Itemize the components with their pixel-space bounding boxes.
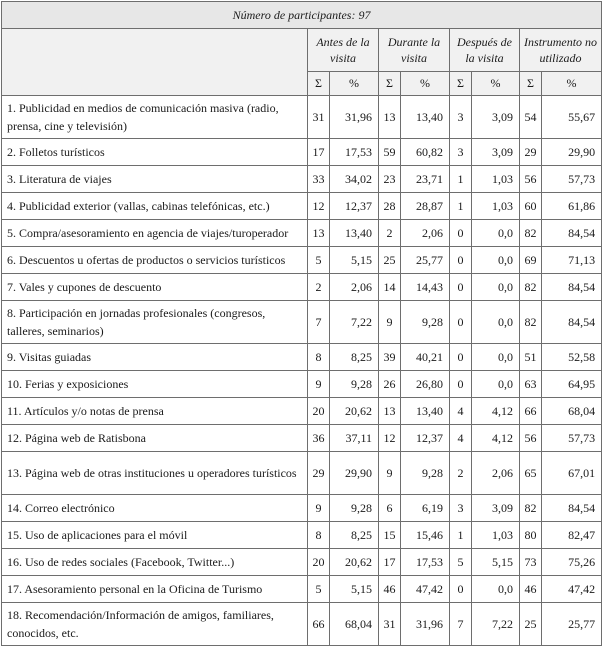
count-cell: 73 xyxy=(520,549,542,576)
percent-cell: 25,77 xyxy=(542,603,602,646)
count-cell: 82 xyxy=(520,220,542,247)
percent-cell: 20,62 xyxy=(330,549,379,576)
count-cell: 65 xyxy=(520,452,542,495)
row-label: 12. Página web de Ratisbona xyxy=(2,425,308,452)
count-cell: 7 xyxy=(308,301,330,344)
count-cell: 7 xyxy=(450,603,472,646)
percent-cell: 9,28 xyxy=(330,371,379,398)
count-cell: 29 xyxy=(308,452,330,495)
count-cell: 0 xyxy=(450,301,472,344)
count-cell: 1 xyxy=(450,166,472,193)
percent-cell: 14,43 xyxy=(401,274,450,301)
count-cell: 12 xyxy=(308,193,330,220)
row-label: 8. Participación en jornadas profesionales (congresos, talleres, seminarios) xyxy=(2,301,308,344)
percent-cell: 0,0 xyxy=(472,301,520,344)
sub-header-percent: % xyxy=(401,72,450,96)
participants-table xyxy=(1,1,602,646)
row-label: 16. Uso de redes sociales (Facebook, Twitter...) xyxy=(2,549,308,576)
table-body xyxy=(2,96,602,646)
count-cell: 56 xyxy=(520,166,542,193)
blank-header-cell xyxy=(2,29,308,96)
percent-cell: 64,95 xyxy=(542,371,602,398)
percent-cell: 84,54 xyxy=(542,495,602,522)
count-cell: 13 xyxy=(308,220,330,247)
count-cell: 80 xyxy=(520,522,542,549)
percent-cell: 47,42 xyxy=(542,576,602,603)
count-cell: 3 xyxy=(450,139,472,166)
table-row xyxy=(2,220,602,247)
table-row xyxy=(2,371,602,398)
count-cell: 23 xyxy=(379,166,401,193)
row-label: 17. Asesoramiento personal en la Oficina de Turismo xyxy=(2,576,308,603)
percent-cell: 3,09 xyxy=(472,495,520,522)
percent-cell: 52,58 xyxy=(542,344,602,371)
count-cell: 5 xyxy=(308,576,330,603)
percent-cell: 3,09 xyxy=(472,96,520,139)
count-cell: 28 xyxy=(379,193,401,220)
table-row xyxy=(2,193,602,220)
row-label: 15. Uso de aplicaciones para el móvil xyxy=(2,522,308,549)
count-cell: 9 xyxy=(379,452,401,495)
percent-cell: 84,54 xyxy=(542,274,602,301)
count-cell: 17 xyxy=(308,139,330,166)
count-cell: 8 xyxy=(308,522,330,549)
sub-header-count: Σ xyxy=(520,72,542,96)
row-label: 1. Publicidad en medios de comunicación masiva (radio, prensa, cine y televisión) xyxy=(2,96,308,139)
count-cell: 54 xyxy=(520,96,542,139)
percent-cell: 12,37 xyxy=(330,193,379,220)
percent-cell: 55,67 xyxy=(542,96,602,139)
count-cell: 0 xyxy=(450,371,472,398)
percent-cell: 17,53 xyxy=(330,139,379,166)
row-label: 18. Recomendación/Información de amigos, familiares, conocidos, etc. xyxy=(2,603,308,646)
count-cell: 5 xyxy=(450,549,472,576)
group-header-despues: Después de la visita xyxy=(450,29,520,72)
row-label: 4. Publicidad exterior (vallas, cabinas telefónicas, etc.) xyxy=(2,193,308,220)
count-cell: 29 xyxy=(520,139,542,166)
count-cell: 25 xyxy=(379,247,401,274)
percent-cell: 28,87 xyxy=(401,193,450,220)
percent-cell: 75,26 xyxy=(542,549,602,576)
row-label: 5. Compra/asesoramiento en agencia de viajes/turoperador xyxy=(2,220,308,247)
percent-cell: 37,11 xyxy=(330,425,379,452)
percent-cell: 4,12 xyxy=(472,425,520,452)
count-cell: 39 xyxy=(379,344,401,371)
row-label: 7. Vales y cupones de descuento xyxy=(2,274,308,301)
count-cell: 1 xyxy=(450,193,472,220)
count-cell: 60 xyxy=(520,193,542,220)
sub-header-count: Σ xyxy=(379,72,401,96)
count-cell: 63 xyxy=(520,371,542,398)
count-cell: 0 xyxy=(450,576,472,603)
count-cell: 2 xyxy=(379,220,401,247)
percent-cell: 0,0 xyxy=(472,247,520,274)
count-cell: 9 xyxy=(308,495,330,522)
percent-cell: 68,04 xyxy=(542,398,602,425)
count-cell: 2 xyxy=(450,452,472,495)
count-cell: 31 xyxy=(379,603,401,646)
count-cell: 46 xyxy=(379,576,401,603)
count-cell: 4 xyxy=(450,398,472,425)
count-cell: 66 xyxy=(520,398,542,425)
count-cell: 12 xyxy=(379,425,401,452)
sub-header-count: Σ xyxy=(308,72,330,96)
count-cell: 82 xyxy=(520,274,542,301)
sub-header-count: Σ xyxy=(450,72,472,96)
percent-cell: 8,25 xyxy=(330,344,379,371)
percent-cell: 5,15 xyxy=(330,247,379,274)
percent-cell: 57,73 xyxy=(542,425,602,452)
sub-header-percent: % xyxy=(472,72,520,96)
count-cell: 59 xyxy=(379,139,401,166)
percent-cell: 0,0 xyxy=(472,220,520,247)
percent-cell: 6,19 xyxy=(401,495,450,522)
percent-cell: 31,96 xyxy=(330,96,379,139)
row-label: 9. Visitas guiadas xyxy=(2,344,308,371)
percent-cell: 9,28 xyxy=(330,495,379,522)
count-cell: 36 xyxy=(308,425,330,452)
count-cell: 5 xyxy=(308,247,330,274)
percent-cell: 4,12 xyxy=(472,398,520,425)
count-cell: 0 xyxy=(450,247,472,274)
sub-header-percent: % xyxy=(542,72,602,96)
sub-header-percent: % xyxy=(330,72,379,96)
percent-cell: 17,53 xyxy=(401,549,450,576)
table-title: Número de participantes: 97 xyxy=(2,2,602,29)
percent-cell: 60,82 xyxy=(401,139,450,166)
percent-cell: 2,06 xyxy=(472,452,520,495)
table-row xyxy=(2,166,602,193)
count-cell: 15 xyxy=(379,522,401,549)
table-row xyxy=(2,247,602,274)
table-row xyxy=(2,425,602,452)
count-cell: 4 xyxy=(450,425,472,452)
percent-cell: 15,46 xyxy=(401,522,450,549)
percent-cell: 40,21 xyxy=(401,344,450,371)
percent-cell: 5,15 xyxy=(330,576,379,603)
count-cell: 20 xyxy=(308,549,330,576)
table-row xyxy=(2,522,602,549)
percent-cell: 0,0 xyxy=(472,371,520,398)
percent-cell: 29,90 xyxy=(330,452,379,495)
percent-cell: 7,22 xyxy=(472,603,520,646)
row-label: 13. Página web de otras instituciones u operadores turísticos xyxy=(2,452,308,495)
percent-cell: 13,40 xyxy=(401,398,450,425)
percent-cell: 5,15 xyxy=(472,549,520,576)
row-label: 11. Artículos y/o notas de prensa xyxy=(2,398,308,425)
table-row xyxy=(2,139,602,166)
percent-cell: 71,13 xyxy=(542,247,602,274)
count-cell: 3 xyxy=(450,495,472,522)
count-cell: 0 xyxy=(450,274,472,301)
table-row xyxy=(2,301,602,344)
row-label: 14. Correo electrónico xyxy=(2,495,308,522)
percent-cell: 12,37 xyxy=(401,425,450,452)
group-header-durante: Durante la visita xyxy=(379,29,450,72)
percent-cell: 1,03 xyxy=(472,193,520,220)
count-cell: 25 xyxy=(520,603,542,646)
percent-cell: 9,28 xyxy=(401,452,450,495)
percent-cell: 13,40 xyxy=(330,220,379,247)
percent-cell: 1,03 xyxy=(472,166,520,193)
count-cell: 0 xyxy=(450,344,472,371)
percent-cell: 2,06 xyxy=(330,274,379,301)
count-cell: 13 xyxy=(379,398,401,425)
percent-cell: 67,01 xyxy=(542,452,602,495)
row-label: 10. Ferias y exposiciones xyxy=(2,371,308,398)
percent-cell: 0,0 xyxy=(472,344,520,371)
table-row xyxy=(2,549,602,576)
percent-cell: 47,42 xyxy=(401,576,450,603)
count-cell: 0 xyxy=(450,220,472,247)
group-header-antes: Antes de la visita xyxy=(308,29,379,72)
percent-cell: 84,54 xyxy=(542,301,602,344)
count-cell: 69 xyxy=(520,247,542,274)
percent-cell: 26,80 xyxy=(401,371,450,398)
percent-cell: 57,73 xyxy=(542,166,602,193)
percent-cell: 68,04 xyxy=(330,603,379,646)
percent-cell: 3,09 xyxy=(472,139,520,166)
percent-cell: 0,0 xyxy=(472,576,520,603)
count-cell: 14 xyxy=(379,274,401,301)
percent-cell: 34,02 xyxy=(330,166,379,193)
percent-cell: 25,77 xyxy=(401,247,450,274)
table-row xyxy=(2,398,602,425)
table-row xyxy=(2,452,602,495)
percent-cell: 1,03 xyxy=(472,522,520,549)
count-cell: 2 xyxy=(308,274,330,301)
row-label: 6. Descuentos u ofertas de productos o servicios turísticos xyxy=(2,247,308,274)
count-cell: 9 xyxy=(379,301,401,344)
count-cell: 6 xyxy=(379,495,401,522)
percent-cell: 31,96 xyxy=(401,603,450,646)
count-cell: 51 xyxy=(520,344,542,371)
percent-cell: 0,0 xyxy=(472,274,520,301)
percent-cell: 61,86 xyxy=(542,193,602,220)
table-row xyxy=(2,96,602,139)
row-label: 3. Literatura de viajes xyxy=(2,166,308,193)
table-row xyxy=(2,603,602,646)
percent-cell: 9,28 xyxy=(401,301,450,344)
percent-cell: 84,54 xyxy=(542,220,602,247)
count-cell: 3 xyxy=(450,96,472,139)
percent-cell: 8,25 xyxy=(330,522,379,549)
count-cell: 9 xyxy=(308,371,330,398)
table-row xyxy=(2,344,602,371)
percent-cell: 13,40 xyxy=(401,96,450,139)
count-cell: 20 xyxy=(308,398,330,425)
percent-cell: 20,62 xyxy=(330,398,379,425)
row-label: 2. Folletos turísticos xyxy=(2,139,308,166)
table-row xyxy=(2,495,602,522)
percent-cell: 82,47 xyxy=(542,522,602,549)
percent-cell: 7,22 xyxy=(330,301,379,344)
count-cell: 26 xyxy=(379,371,401,398)
group-header-no-utilizado: Instrumento no utilizado xyxy=(520,29,602,72)
percent-cell: 23,71 xyxy=(401,166,450,193)
percent-cell: 29,90 xyxy=(542,139,602,166)
table-row xyxy=(2,274,602,301)
count-cell: 46 xyxy=(520,576,542,603)
count-cell: 56 xyxy=(520,425,542,452)
percent-cell: 2,06 xyxy=(401,220,450,247)
count-cell: 1 xyxy=(450,522,472,549)
count-cell: 31 xyxy=(308,96,330,139)
count-cell: 66 xyxy=(308,603,330,646)
table-row xyxy=(2,576,602,603)
count-cell: 13 xyxy=(379,96,401,139)
count-cell: 82 xyxy=(520,495,542,522)
count-cell: 17 xyxy=(379,549,401,576)
count-cell: 33 xyxy=(308,166,330,193)
count-cell: 8 xyxy=(308,344,330,371)
count-cell: 82 xyxy=(520,301,542,344)
